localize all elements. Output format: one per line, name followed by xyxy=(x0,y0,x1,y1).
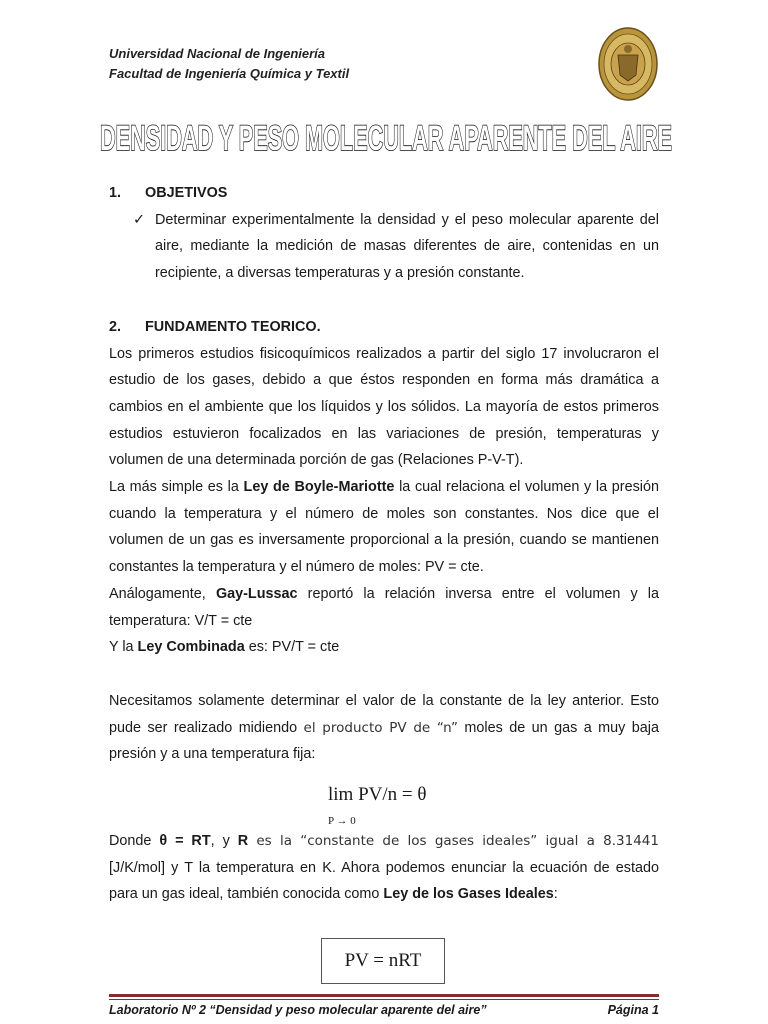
limit-formula: lim PV/n = θ P → 0 xyxy=(328,784,427,828)
section-heading-objetivos: 1. OBJETIVOS xyxy=(109,185,228,201)
page-number: Página 1 xyxy=(607,1003,659,1017)
document-body xyxy=(109,180,659,908)
document-header xyxy=(109,44,349,84)
checkmark-icon: ✓ xyxy=(133,211,146,228)
footer-rule xyxy=(109,994,659,997)
paragraph-constante: Necesitamos solamente determinar el valor de la constante de la ley anterior. Esto pude ser realizado midiendo el producto PV de “n” moles de un gas a muy baja presión y a una temperatura fija: xyxy=(109,692,659,763)
faculty-name: Facultad de Ingeniería Química y Textil xyxy=(109,66,350,81)
paragraph-boyle: La más simple es la Ley de Boyle-Mariotte la cual relaciona el volumen y la presión cuando la temperatura y el número de moles son constantes. Nos dice que el volumen de un gas es inversamente proporcional a la presión, cuando se mantienen constantes la temperatura y el número de moles: PV = cte. xyxy=(109,479,659,576)
footer-lab-title: Laboratorio Nº 2 “Densidad y peso molecular aparente del aire” xyxy=(109,1003,487,1017)
document-title-text: DENSIDAD Y PESO MOLECULAR APARENTE DEL AIRE xyxy=(100,119,672,158)
ideal-gas-formula-box: PV = nRT xyxy=(321,938,445,984)
paragraph-combinada: Y la Ley Combinada es: PV/T = cte xyxy=(109,639,340,656)
paragraph-intro: Los primeros estudios fisicoquímicos realizados a partir del siglo 17 involucraron el estudio de los gases, debido a que éstos responden en forma más dramática a cambios en el ambiente que los líquidos y los sólidos. La mayoría de estos primeros estudios estuvieron focalizados en las variaciones de presión, temperaturas y volumen de una determinada porción de gas (Relaciones P-V-T). xyxy=(109,345,659,469)
university-seal-icon xyxy=(598,27,658,101)
objective-bullet: ✓ Determinar experimentalmente la densidad y el peso molecular aparente del aire, mediante la medición de masas diferentes de aire, contenidas en un recipiente, a diversas temperaturas y a presión constante. xyxy=(109,207,659,287)
footer-rule-thin xyxy=(109,999,659,1000)
paragraph-gay-lussac: Análogamente, Gay-Lussac reportó la relación inversa entre el volumen y la temperatura: V/T = cte xyxy=(109,585,659,629)
document-footer xyxy=(109,1003,659,1017)
document-title xyxy=(96,112,676,158)
section-heading-fundamento: 2. FUNDAMENTO TEORICO. xyxy=(109,318,321,335)
university-name: Universidad Nacional de Ingeniería xyxy=(109,46,326,61)
paragraph-gas-ideal: Donde θ = RT, y R es la “constante de los gases ideales” igual a 8.31441 [J/K/mol] y T la temperatura en K. Ahora podemos enunciar la ecuación de estado para un gas ideal, también conocida como Ley de los Gases Ideales: xyxy=(109,833,659,903)
